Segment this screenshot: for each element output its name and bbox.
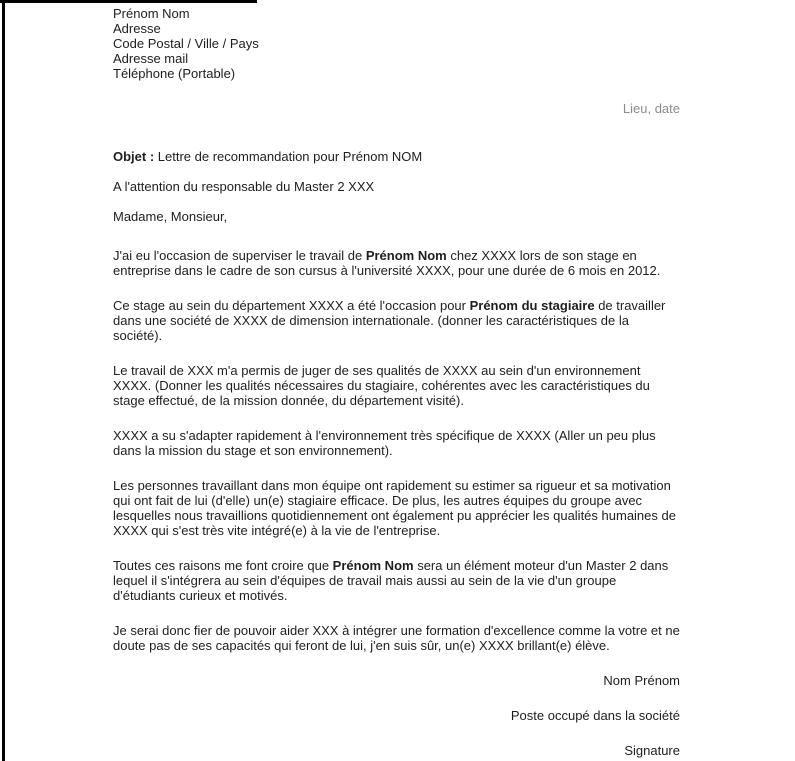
signer-name: Nom Prénom [603,673,680,688]
signer-position: Poste occupé dans la société [510,708,680,723]
bold-text: Objet : [113,149,155,164]
bold-text: Prénom Nom [365,248,447,263]
text-run: J'ai eu l'occasion de superviser le travail de [113,248,366,263]
sender-line: Adresse mail [113,51,189,66]
salutation-line: Madame, Monsieur, [113,209,228,224]
subject-line [113,149,680,164]
sender-line: Prénom Nom [113,6,190,21]
text-run: Toutes ces raisons me font croire que [113,558,333,573]
letter-content [113,6,680,758]
letter-paragraph [113,558,680,603]
letter-paragraph [113,478,680,538]
text-run: Les personnes travaillant dans mon équipe ont rapidement su estimer sa rigueur et sa motivation qui ont fait de lui (d'elle) un(e) stagiaire efficace. De plus, les autres équipes du groupe avec lesquelles nous travaillions quotidiennement ont également pu apprécier les qualités humaines de XXXX qui s'est très vite intégré(e) à la vie de l'entreprise. [113,478,676,538]
sender-block [113,6,680,81]
letter-paragraph [113,298,680,343]
signature-block [113,673,680,758]
text-run: Je serai donc fier de pouvoir aider XXX à intégrer une formation d'excellence comme la votre et ne doute pas de ses capacités qui feront de lui, j'en suis sûr, un(e) XXXX brillant(e) élève. [113,623,680,653]
text-run: XXXX a su s'adapter rapidement à l'environnement très spécifique de XXXX (Aller un peu plus dans la mission du stage et son environnement). [113,428,656,458]
letter-paragraph [113,248,680,278]
text-run: Lettre de recommandation pour Prénom NOM [154,149,423,164]
letter-paragraph [113,363,680,408]
sender-line: Code Postal / Ville / Pays [113,36,259,51]
text-run: Ce stage au sein du département XXXX a été l'occasion pour [113,298,470,313]
page-left-border [2,0,5,761]
place-date-line: Lieu, date [622,101,680,116]
recipient-line: A l'attention du responsable du Master 2 XXX [113,179,375,194]
letter-paragraph [113,428,680,458]
signature-label: Signature [624,743,680,758]
letter-paragraph [113,623,680,653]
sender-line: Téléphone (Portable) [113,66,236,81]
text-run: chez XXXX lors de son stage en entreprise dans le cadre de son cursus à l'université XXXX, pour une durée de 6 mois en 2012. [113,248,661,278]
page-top-border [0,0,257,3]
text-run: sera un élément moteur d'un Master 2 dans lequel il s'intégrera au sein d'équipes de travail mais aussi au sein de la vie d'un groupe d'étudiants curieux et motivés. [113,558,669,603]
text-run: Le travail de XXX m'a permis de juger de ses qualités de XXXX au sein d'un environnement XXXX. (Donner les qualités nécessaires du stagiaire, cohérentes avec les caractéristiques du stage effectué, de la mission donnée, du département visité). [113,363,650,408]
sender-line: Adresse [113,21,161,36]
letter-body [113,224,680,653]
bold-text: Prénom Nom [332,558,414,573]
bold-text: Prénom du stagiaire [469,298,595,313]
text-run: de travailler dans une société de XXXX de dimension internationale. (donner les caractéristiques de la société). [113,298,666,343]
